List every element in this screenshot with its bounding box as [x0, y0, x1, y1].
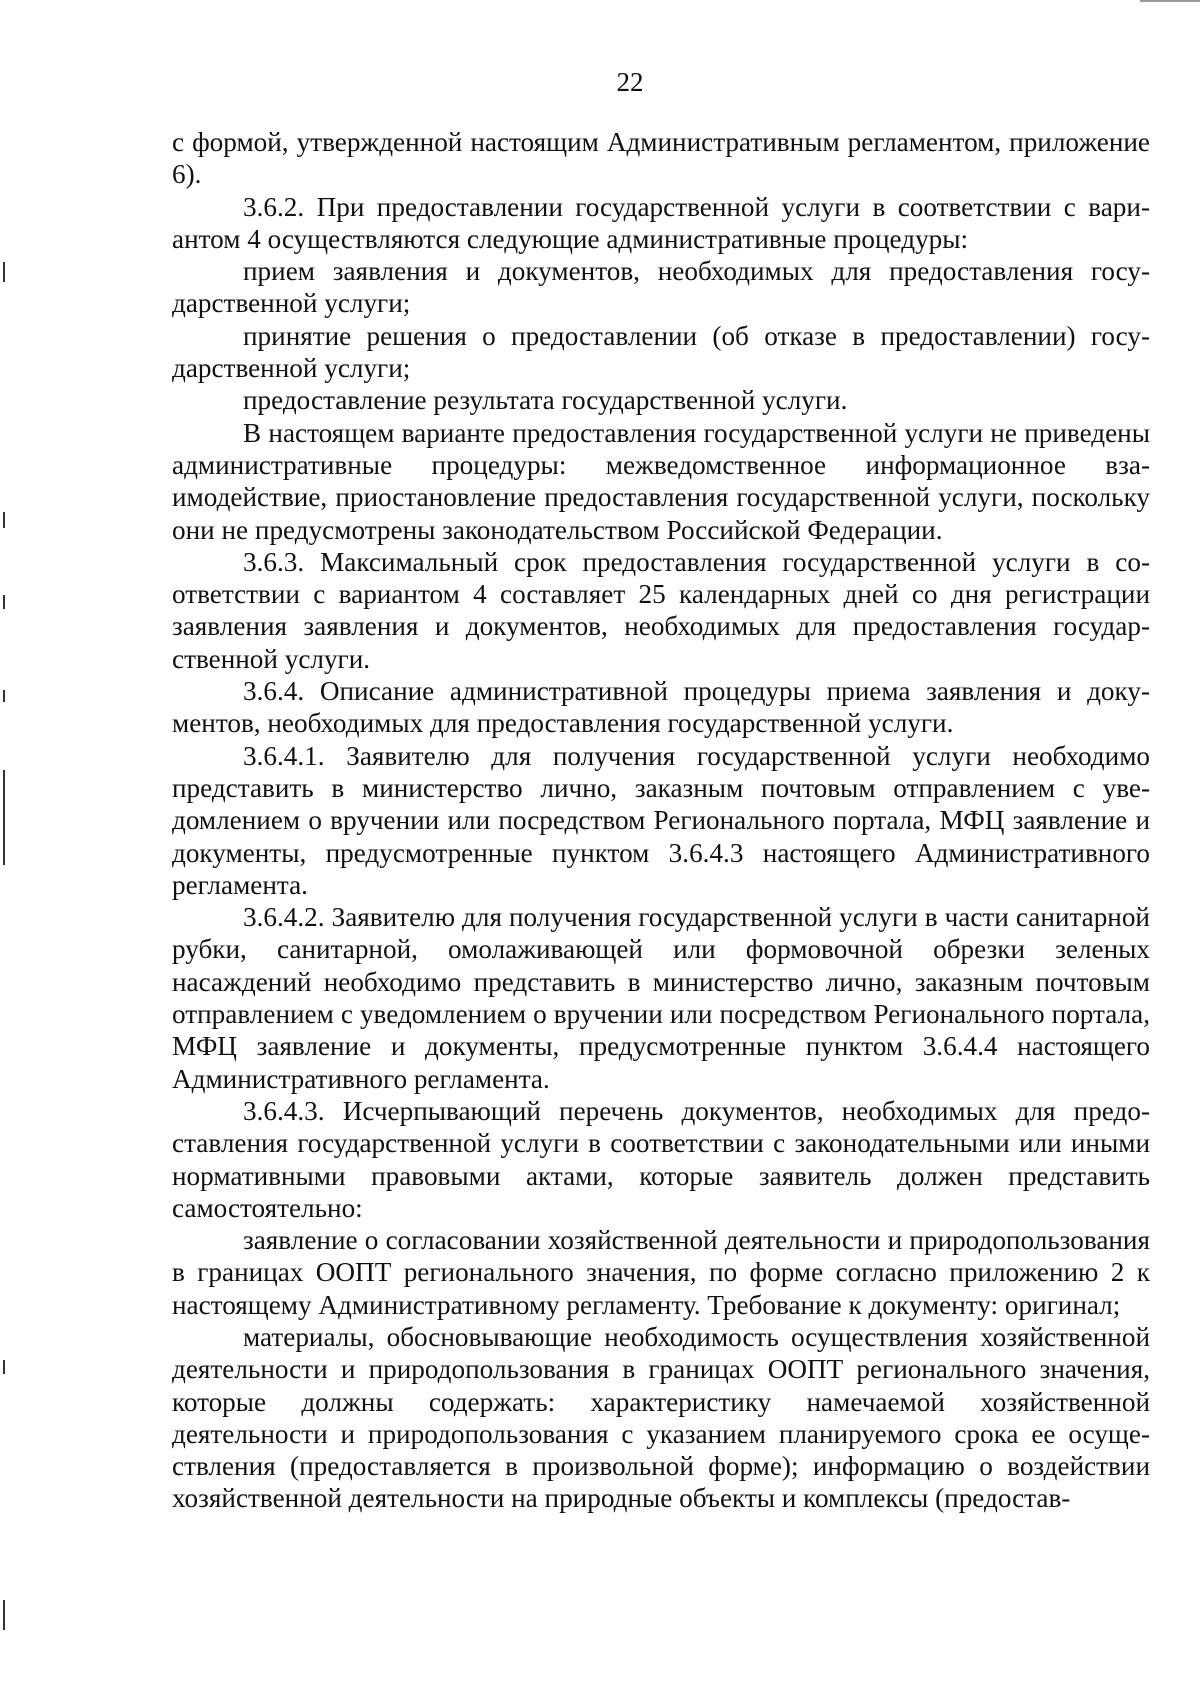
paragraph: 3.6.4.1. Заявителю для получения государственной услуги необходимо представить в министерство лично, заказным почтовым отправлением с уведомлением о вручении или посредством Регионального портала, МФЦ заявление и документы, предусмотренные пунктом 3.6.4.3 настоящего Административного регламента. — [172, 740, 1150, 900]
scan-edge-mark — [1140, 0, 1200, 2]
paragraph: материалы, обосновывающие необходимость осуществления хозяйственной деятельности и природопользования в границах ООПТ регионального значения, которые должны содержать: характеристику намечаемой хозяйственной деятельности и природопользования с указанием планируемого срока ее осуществления (предоставляется в произвольной форме); информацию о воздействии хозяйственной деятельности на природные объекты и комплексы (предостав- — [172, 1321, 1150, 1514]
paragraph: В настоящем варианте предоставления государственной услуги не приведены административные процедуры: межведомственное информационное взаимодействие, приостановление предоставления государственной услуги, поскольку они не предусмотрены законодательством Российской Федерации. — [172, 417, 1150, 545]
paragraph: прием заявления и документов, необходимых для предоставления государственной услуги; — [172, 256, 1150, 319]
paragraph: заявление о согласовании хозяйственной деятельности и природопользования в границах ООПТ регионального значения, по форме согласно приложению 2 к настоящему Административному регламенту. Требование к документу: оригинал; — [172, 1225, 1150, 1320]
scan-margin-mark — [3, 690, 5, 702]
document-body — [172, 126, 1150, 1515]
scan-margin-mark — [3, 262, 5, 282]
paragraph: 3.6.4. Описание административной процедуры приема заявления и документов, необходимых для предоставления государственной услуги. — [172, 676, 1150, 739]
paragraph: 3.6.4.2. Заявителю для получения государственной услуги в части санитарной рубки, санитарной, омолаживающей или формовочной обрезки зеленых насаждений необходимо представить в министерство лично, заказным почтовым отправлением с уведомлением о вручении или посредством Регионального портала, МФЦ заявление и документы, предусмотренные пунктом 3.6.4.4 настоящего Административного регламента. — [172, 902, 1150, 1094]
scan-margin-mark — [3, 595, 5, 609]
scan-margin-mark — [3, 1600, 5, 1630]
scan-margin-mark — [3, 512, 5, 528]
paragraph: принятие решения о предоставлении (об отказе в предоставлении) государственной услуги; — [172, 320, 1150, 384]
paragraph: 3.6.3. Максимальный срок предоставления государственной услуги в соответствии с вариантом 4 составляет 25 календарных дней со дня регистрации заявления заявления и документов, необходимых для предоставления государственной услуги. — [172, 546, 1150, 674]
paragraph: с формой, утвержденной настоящим Административным регламентом, приложение 6). — [172, 127, 1150, 190]
paragraph: предоставление результата государственной услуги. — [243, 385, 848, 416]
scan-margin-mark — [3, 1360, 5, 1374]
paragraph: 3.6.2. При предоставлении государственной услуги в соответствии с вариантом 4 осуществляются следующие административные процедуры: — [172, 191, 1150, 254]
paragraph: 3.6.4.3. Исчерпывающий перечень документов, необходимых для предоставления государственной услуги в соответствии с законодательными или иными нормативными правовыми актами, которые заявитель должен представить самостоятельно: — [172, 1095, 1150, 1223]
scan-margin-mark — [3, 770, 5, 865]
page-number: 22 — [616, 67, 644, 97]
